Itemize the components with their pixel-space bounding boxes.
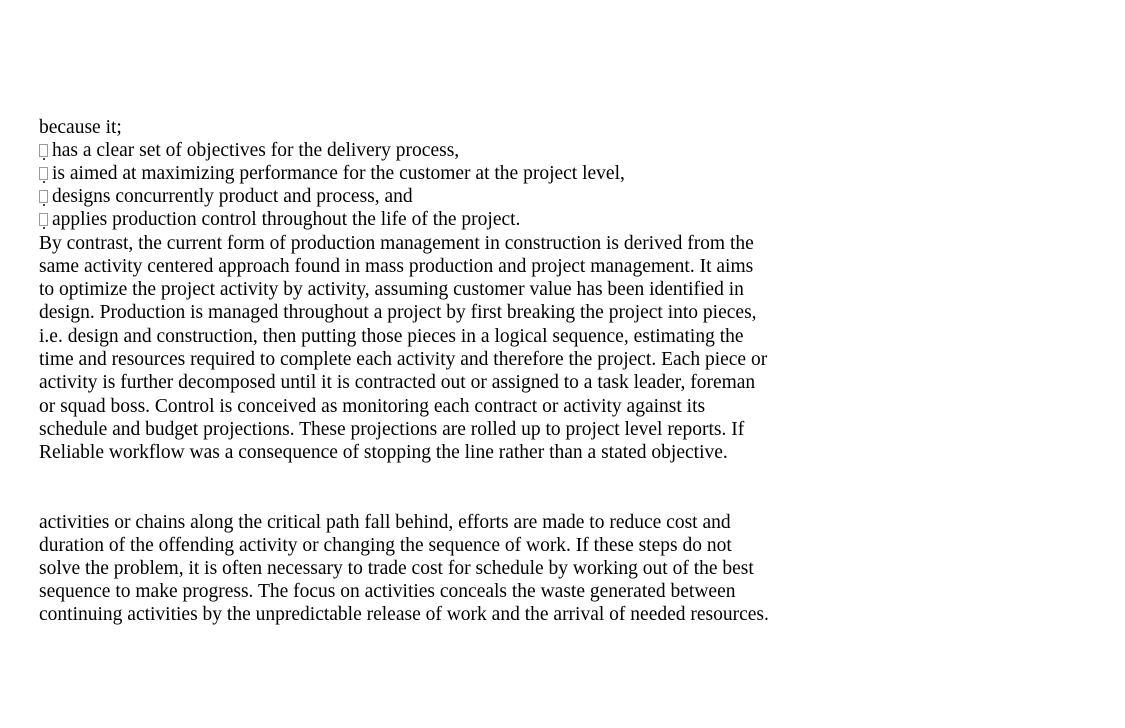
paragraph-line: continuing activities by the unpredictable release of work and the arrival of needed resources.	[39, 604, 769, 625]
bullet-icon	[39, 190, 48, 203]
paragraph-line: sequence to make progress. The focus on activities conceals the waste generated between	[39, 581, 736, 602]
bullet-item	[39, 208, 520, 231]
paragraph-line: solve the problem, it is often necessary to trade cost for schedule by working out of the best	[39, 558, 754, 579]
bullet-text: has a clear set of objectives for the delivery process,	[52, 140, 460, 161]
paragraph-line: Reliable workflow was a consequence of stopping the line rather than a stated objective.	[39, 442, 728, 463]
bullet-item	[39, 162, 625, 185]
paragraph-line: design. Production is managed throughout a project by first breaking the project into pieces,	[39, 302, 757, 323]
paragraph-line: activity is further decomposed until it is contracted out or assigned to a task leader, foreman	[39, 372, 756, 393]
bullet-item	[39, 139, 459, 162]
intro-line: because it;	[39, 117, 122, 138]
paragraph-line: time and resources required to complete each activity and therefore the project. Each piece or	[39, 349, 768, 370]
bullet-icon	[39, 213, 48, 226]
paragraph-line: i.e. design and construction, then putting those pieces in a logical sequence, estimating the	[39, 326, 744, 347]
bullet-text: designs concurrently product and process, and	[52, 186, 413, 207]
paragraph-line: to optimize the project activity by activity, assuming customer value has been identified in	[39, 279, 744, 300]
paragraph-line: or squad boss. Control is conceived as monitoring each contract or activity against its	[39, 396, 706, 417]
bullet-icon	[39, 167, 48, 180]
bullet-text: is aimed at maximizing performance for the customer at the project level,	[52, 163, 625, 184]
paragraph-line: By contrast, the current form of production management in construction is derived from the	[39, 233, 754, 254]
paragraph-line: schedule and budget projections. These projections are rolled up to project level reports. If	[39, 419, 745, 440]
paragraph-line: duration of the offending activity or changing the sequence of work. If these steps do not	[39, 535, 732, 556]
paragraph-line: activities or chains along the critical path fall behind, efforts are made to reduce cost and	[39, 512, 731, 533]
bullet-icon	[39, 144, 48, 157]
bullet-item	[39, 185, 413, 208]
bullet-text: applies production control throughout the life of the project.	[52, 209, 521, 230]
paragraph-line: same activity centered approach found in mass production and project management. It aims	[39, 256, 754, 277]
